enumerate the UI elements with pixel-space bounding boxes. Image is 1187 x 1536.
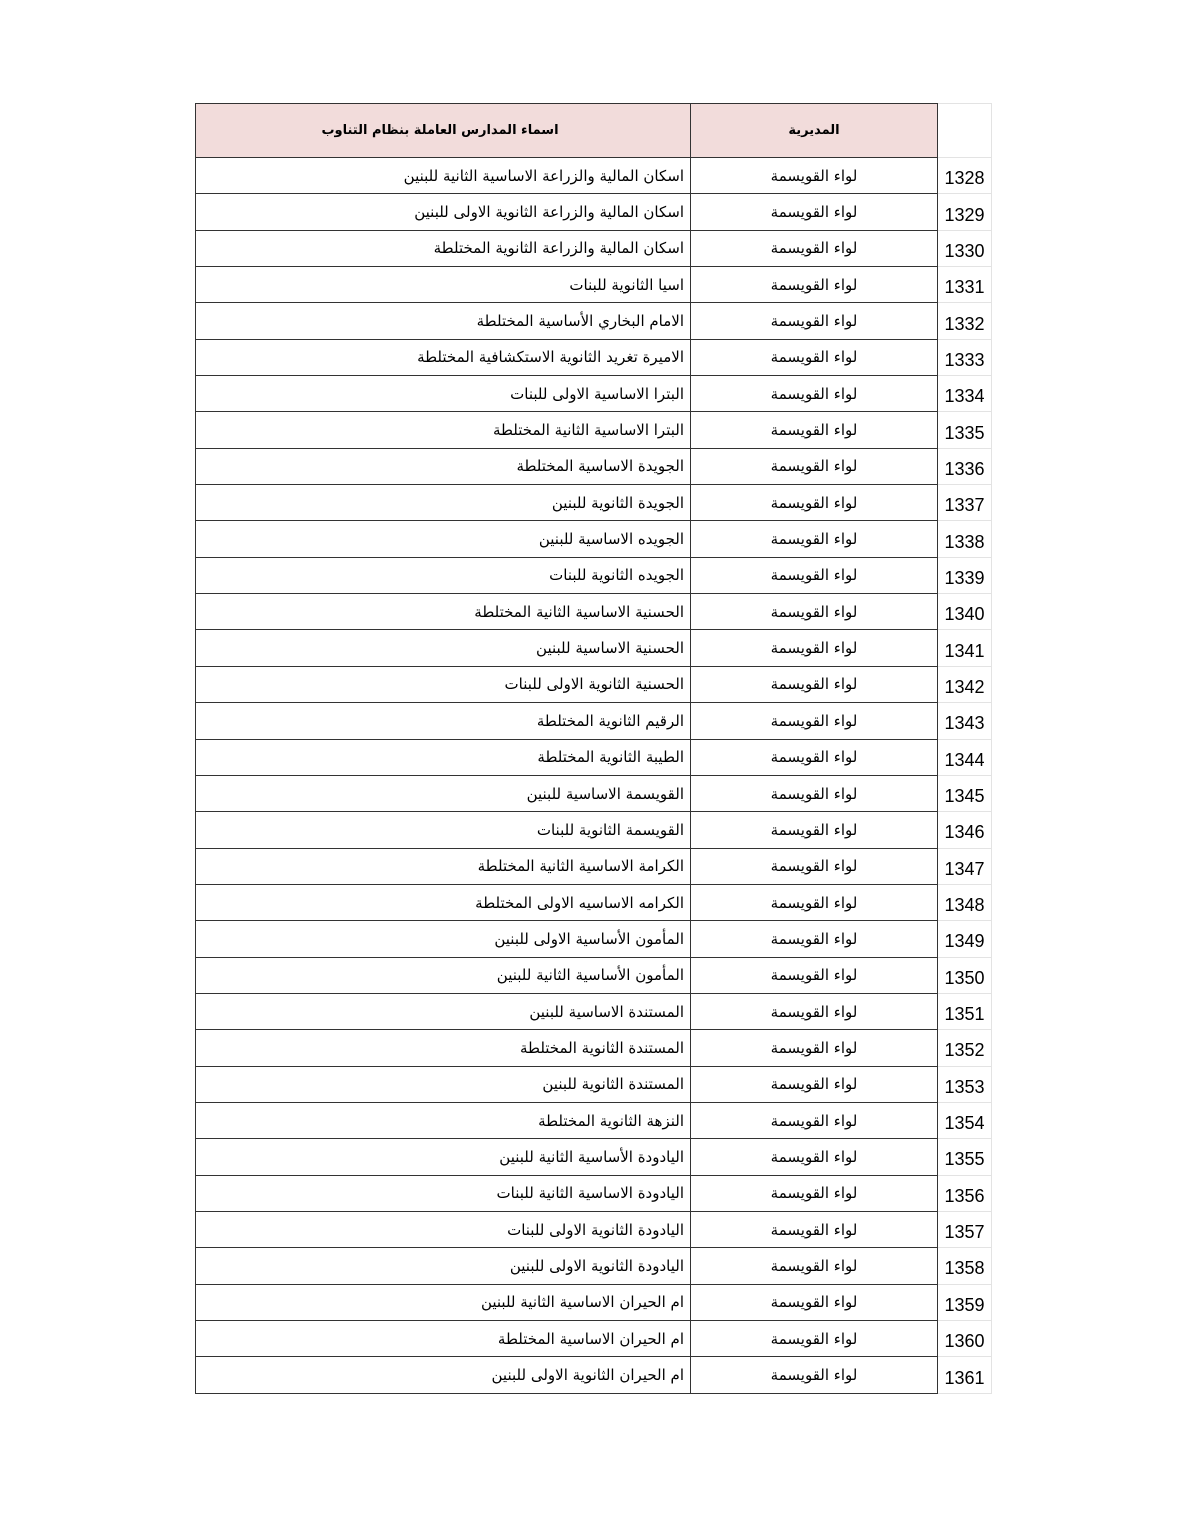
directorate-cell: لواء القويسمة: [691, 812, 938, 848]
school-name-cell: القويسمة الاساسية للبنين: [196, 775, 691, 811]
table-row: [196, 557, 992, 593]
table-row: [196, 703, 992, 739]
header-school-name: اسماء المدارس العاملة بنظام التناوب: [196, 104, 691, 158]
row-number-cell: 1350: [938, 957, 992, 993]
directorate-cell: لواء القويسمة: [691, 1066, 938, 1102]
table-row: [196, 1030, 992, 1066]
school-name-cell: البترا الاساسية الاولى للبنات: [196, 376, 691, 412]
table-row: [196, 194, 992, 230]
directorate-cell: لواء القويسمة: [691, 775, 938, 811]
row-number-cell: 1341: [938, 630, 992, 666]
table-row: [196, 812, 992, 848]
table-row: [196, 1066, 992, 1102]
school-name-cell: ام الحيران الثانوية الاولى للبنين: [196, 1357, 691, 1393]
table-row: [196, 1139, 992, 1175]
school-name-cell: المأمون الأساسية الاولى للبنين: [196, 921, 691, 957]
table-row: [196, 376, 992, 412]
directorate-cell: لواء القويسمة: [691, 884, 938, 920]
directorate-cell: لواء القويسمة: [691, 1139, 938, 1175]
school-name-cell: اليادودة الثانوية الاولى للبنين: [196, 1248, 691, 1284]
table-row: [196, 1321, 992, 1357]
directorate-cell: لواء القويسمة: [691, 921, 938, 957]
school-name-cell: الجويدة الثانوية للبنين: [196, 485, 691, 521]
directorate-cell: لواء القويسمة: [691, 703, 938, 739]
school-name-cell: اسيا الثانوية للبنات: [196, 267, 691, 303]
row-number-cell: 1349: [938, 921, 992, 957]
directorate-cell: لواء القويسمة: [691, 1284, 938, 1320]
row-number-cell: 1331: [938, 267, 992, 303]
directorate-cell: لواء القويسمة: [691, 666, 938, 702]
directorate-cell: لواء القويسمة: [691, 957, 938, 993]
directorate-cell: لواء القويسمة: [691, 339, 938, 375]
row-number-cell: 1333: [938, 339, 992, 375]
school-name-cell: اليادودة الأساسية الثانية للبنين: [196, 1139, 691, 1175]
table-row: [196, 1357, 992, 1393]
school-name-cell: اليادودة الثانوية الاولى للبنات: [196, 1211, 691, 1247]
table-row: [196, 485, 992, 521]
table-row: [196, 521, 992, 557]
school-name-cell: الحسنية الاساسية للبنين: [196, 630, 691, 666]
school-name-cell: المستندة الثانوية المختلطة: [196, 1030, 691, 1066]
row-number-cell: 1355: [938, 1139, 992, 1175]
school-name-cell: البترا الاساسية الثانية المختلطة: [196, 412, 691, 448]
directorate-cell: لواء القويسمة: [691, 1321, 938, 1357]
row-number-cell: 1357: [938, 1211, 992, 1247]
row-number-cell: 1354: [938, 1102, 992, 1138]
table-row: [196, 739, 992, 775]
school-name-cell: المستندة الاساسية للبنين: [196, 993, 691, 1029]
schools-sheet: [195, 103, 992, 1394]
directorate-cell: لواء القويسمة: [691, 521, 938, 557]
directorate-cell: لواء القويسمة: [691, 594, 938, 630]
table-row: [196, 1284, 992, 1320]
directorate-cell: لواء القويسمة: [691, 557, 938, 593]
table-row: [196, 339, 992, 375]
school-name-cell: الجويدة الاساسية المختلطة: [196, 448, 691, 484]
table-row: [196, 848, 992, 884]
table-row: [196, 630, 992, 666]
school-name-cell: الطيبة الثانوية المختلطة: [196, 739, 691, 775]
row-number-cell: 1353: [938, 1066, 992, 1102]
school-name-cell: المستندة الثانوية للبنين: [196, 1066, 691, 1102]
row-number-cell: 1340: [938, 594, 992, 630]
school-name-cell: الكرامه الاساسيه الاولى المختلطة: [196, 884, 691, 920]
row-number-cell: 1348: [938, 884, 992, 920]
table-row: [196, 594, 992, 630]
school-name-cell: الجويده الثانوية للبنات: [196, 557, 691, 593]
school-name-cell: الامام البخاري الأساسية المختلطة: [196, 303, 691, 339]
table-row: [196, 957, 992, 993]
directorate-cell: لواء القويسمة: [691, 1211, 938, 1247]
school-name-cell: الجويده الاساسية للبنين: [196, 521, 691, 557]
directorate-cell: لواء القويسمة: [691, 1030, 938, 1066]
table-row: [196, 412, 992, 448]
school-name-cell: النزهة الثانوية المختلطة: [196, 1102, 691, 1138]
row-number-cell: 1342: [938, 666, 992, 702]
row-number-cell: 1336: [938, 448, 992, 484]
header-directorate: المديرية: [691, 104, 938, 158]
table-row: [196, 158, 992, 194]
row-number-cell: 1360: [938, 1321, 992, 1357]
directorate-cell: لواء القويسمة: [691, 485, 938, 521]
directorate-cell: لواء القويسمة: [691, 993, 938, 1029]
table-row: [196, 303, 992, 339]
school-name-cell: اسكان المالية والزراعة الثانوية الاولى للبنين: [196, 194, 691, 230]
header-number: [938, 104, 992, 158]
school-name-cell: المأمون الأساسية الثانية للبنين: [196, 957, 691, 993]
directorate-cell: لواء القويسمة: [691, 1248, 938, 1284]
directorate-cell: لواء القويسمة: [691, 1357, 938, 1393]
table-row: [196, 230, 992, 266]
school-name-cell: ام الحيران الاساسية المختلطة: [196, 1321, 691, 1357]
row-number-cell: 1358: [938, 1248, 992, 1284]
directorate-cell: لواء القويسمة: [691, 630, 938, 666]
row-number-cell: 1338: [938, 521, 992, 557]
table-header-row: [196, 104, 992, 158]
school-name-cell: ام الحيران الاساسية الثانية للبنين: [196, 1284, 691, 1320]
row-number-cell: 1356: [938, 1175, 992, 1211]
school-name-cell: الكرامة الاساسية الثانية المختلطة: [196, 848, 691, 884]
directorate-cell: لواء القويسمة: [691, 303, 938, 339]
school-name-cell: القويسمة الثانوية للبنات: [196, 812, 691, 848]
table-row: [196, 1248, 992, 1284]
table-row: [196, 1102, 992, 1138]
row-number-cell: 1328: [938, 158, 992, 194]
directorate-cell: لواء القويسمة: [691, 230, 938, 266]
table-row: [196, 1211, 992, 1247]
directorate-cell: لواء القويسمة: [691, 739, 938, 775]
row-number-cell: 1361: [938, 1357, 992, 1393]
directorate-cell: لواء القويسمة: [691, 376, 938, 412]
row-number-cell: 1351: [938, 993, 992, 1029]
school-name-cell: الاميرة تغريد الثانوية الاستكشافية المختلطة: [196, 339, 691, 375]
row-number-cell: 1330: [938, 230, 992, 266]
school-name-cell: اسكان المالية والزراعة الثانوية المختلطة: [196, 230, 691, 266]
table-row: [196, 666, 992, 702]
directorate-cell: لواء القويسمة: [691, 848, 938, 884]
table-row: [196, 448, 992, 484]
school-name-cell: اسكان المالية والزراعة الاساسية الثانية للبنين: [196, 158, 691, 194]
directorate-cell: لواء القويسمة: [691, 194, 938, 230]
table-row: [196, 921, 992, 957]
directorate-cell: لواء القويسمة: [691, 267, 938, 303]
directorate-cell: لواء القويسمة: [691, 448, 938, 484]
row-number-cell: 1329: [938, 194, 992, 230]
row-number-cell: 1346: [938, 812, 992, 848]
directorate-cell: لواء القويسمة: [691, 412, 938, 448]
row-number-cell: 1332: [938, 303, 992, 339]
row-number-cell: 1344: [938, 739, 992, 775]
row-number-cell: 1347: [938, 848, 992, 884]
table-row: [196, 775, 992, 811]
table-row: [196, 1175, 992, 1211]
directorate-cell: لواء القويسمة: [691, 158, 938, 194]
row-number-cell: 1334: [938, 376, 992, 412]
row-number-cell: 1345: [938, 775, 992, 811]
school-name-cell: الحسنية الثانوية الاولى للبنات: [196, 666, 691, 702]
row-number-cell: 1337: [938, 485, 992, 521]
school-name-cell: الحسنية الاساسية الثانية المختلطة: [196, 594, 691, 630]
directorate-cell: لواء القويسمة: [691, 1102, 938, 1138]
row-number-cell: 1359: [938, 1284, 992, 1320]
table-row: [196, 267, 992, 303]
directorate-cell: لواء القويسمة: [691, 1175, 938, 1211]
school-name-cell: اليادودة الاساسية الثانية للبنات: [196, 1175, 691, 1211]
school-name-cell: الرقيم الثانوية المختلطة: [196, 703, 691, 739]
row-number-cell: 1343: [938, 703, 992, 739]
row-number-cell: 1335: [938, 412, 992, 448]
table-row: [196, 884, 992, 920]
schools-table: [195, 103, 992, 1394]
table-row: [196, 993, 992, 1029]
row-number-cell: 1352: [938, 1030, 992, 1066]
row-number-cell: 1339: [938, 557, 992, 593]
